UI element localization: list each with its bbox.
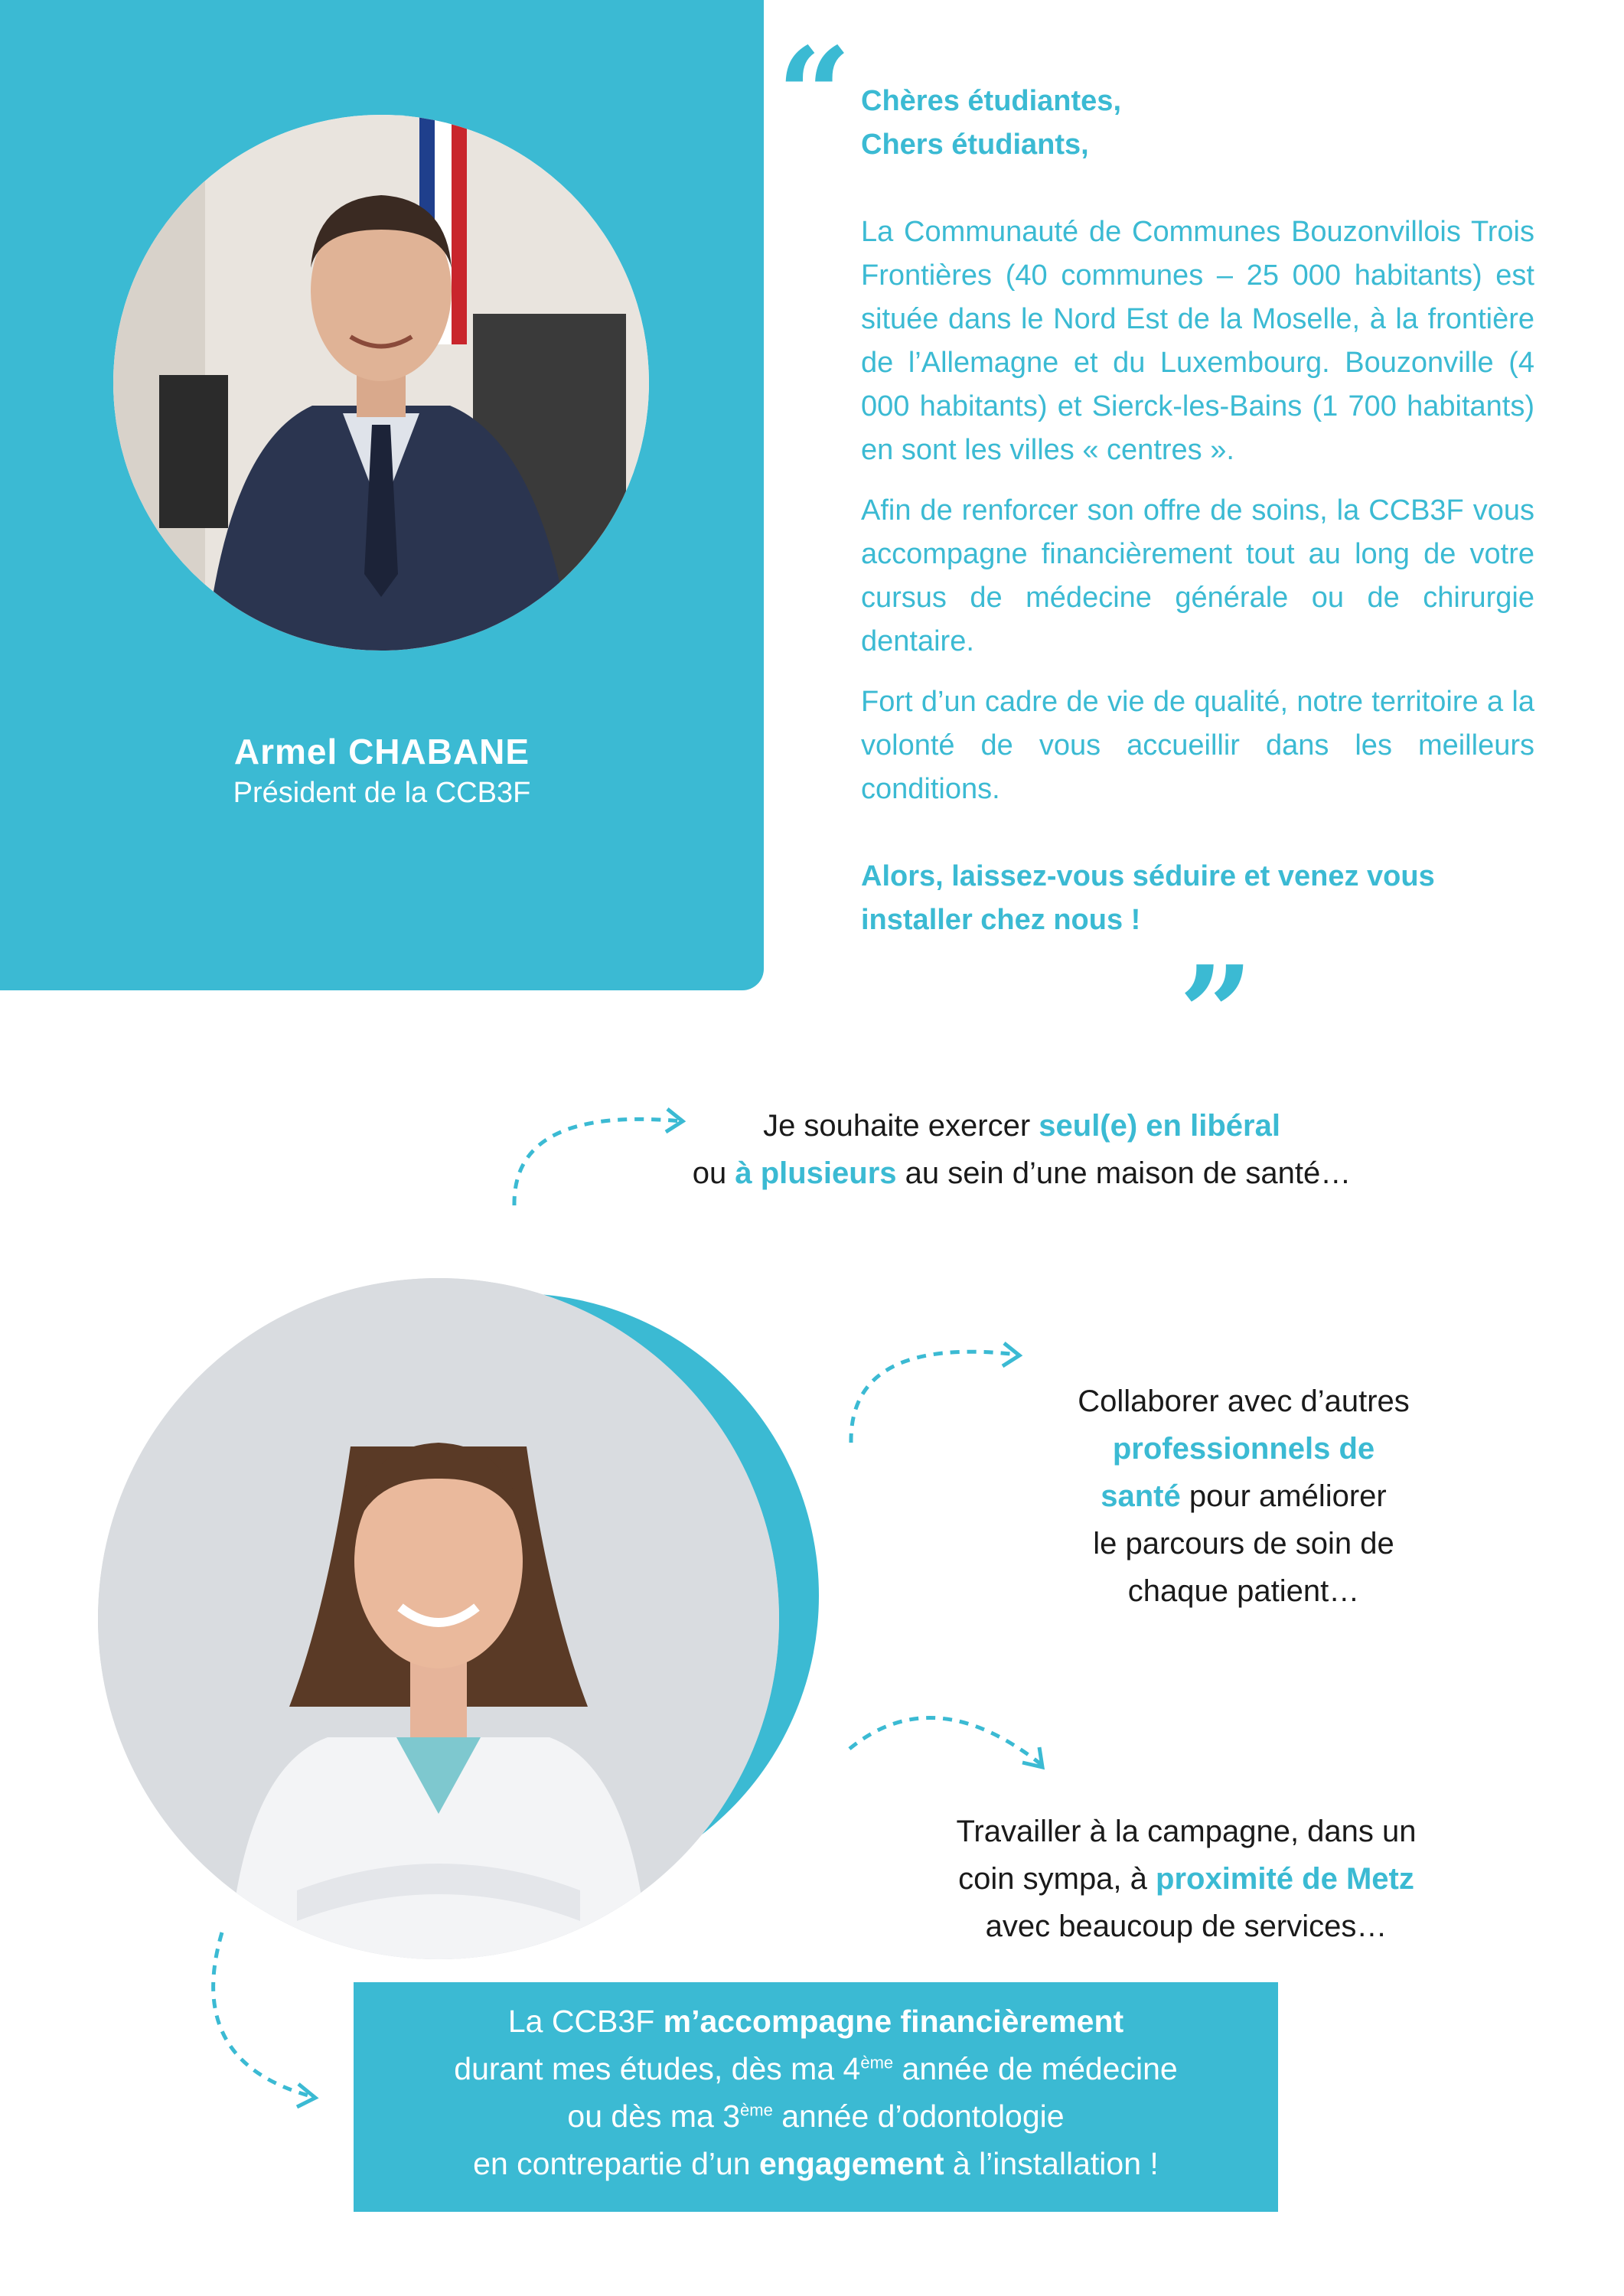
letter-paragraph-2: Afin de renforcer son offre de soins, la CCB3F vous accompagne financièrement tout au long de votre cursus de médecine générale ou de chirurgie dentaire. <box>861 494 1534 657</box>
president-photo <box>113 115 649 651</box>
welcome-letter <box>861 80 1534 942</box>
callout-2-line-5: chaque patient… <box>1127 1574 1360 1608</box>
dashed-arrow-icon <box>842 1688 1056 1795</box>
greeting-line-1: Chères étudiantes, <box>861 85 1121 117</box>
banner-text: durant mes études, dès ma 4 <box>454 2051 861 2086</box>
callout-1-highlight-2: à plusieurs <box>735 1156 897 1190</box>
letter-paragraph-1: La Communauté de Communes Bouzonvillois Trois Frontières (40 communes – 25 000 habitants) est située dans le Nord Est de la Moselle, à la frontière de l’Allemagne et du Luxembourg. Bouzonville (4 000 habitants) et Sierck-les-Bains (1 700 habitants) en sont les villes « centres ». <box>861 216 1534 466</box>
financial-support-banner <box>354 1982 1278 2212</box>
callout-1-text-3: au sein d’une maison de santé… <box>896 1156 1352 1190</box>
callout-countryside <box>880 1808 1492 1950</box>
banner-text: à l’installation ! <box>944 2146 1159 2181</box>
callout-3-highlight: proximité de Metz <box>1156 1862 1414 1896</box>
greeting-line-2: Chers étudiants, <box>861 129 1089 161</box>
banner-text: ou dès ma 3 <box>567 2099 741 2134</box>
callout-practice-mode <box>628 1102 1416 1197</box>
callout-3-line-1: Travailler à la campagne, dans un <box>956 1815 1417 1848</box>
banner-text: La CCB3F <box>507 2004 664 2039</box>
quote-open-icon: “ <box>777 19 852 172</box>
president-name: Armel CHABANE <box>233 732 530 771</box>
callout-3-line-2: coin sympa, à <box>958 1862 1156 1896</box>
banner-text: en contrepartie d’un <box>473 2146 759 2181</box>
callout-3-line-3: avec beaucoup de services… <box>985 1910 1388 1943</box>
president-panel <box>0 0 764 990</box>
quote-close-icon: ” <box>1179 938 1254 1091</box>
student-portrait <box>98 1278 779 1959</box>
callout-collaboration <box>1003 1378 1485 1615</box>
callout-2-line-3: pour améliorer <box>1180 1479 1387 1513</box>
banner-bold: engagement <box>758 2146 944 2181</box>
letter-paragraph-3: Fort d’un cadre de vie de qualité, notre territoire a la volonté de vous accueillir dans les meilleurs conditions. <box>861 686 1534 805</box>
callout-2-line-4: le parcours de soin de <box>1093 1527 1394 1561</box>
callout-1-text: Je souhaite exercer <box>763 1109 1039 1143</box>
callout-2-highlight-2: santé <box>1101 1479 1181 1513</box>
banner-superscript: ème <box>740 2100 773 2120</box>
callout-2-line-1: Collaborer avec d’autres <box>1078 1384 1410 1418</box>
callout-1-text-2: ou <box>692 1156 735 1190</box>
callout-2-highlight-1: professionnels de <box>1112 1432 1375 1466</box>
callout-1-highlight: seul(e) en libéral <box>1039 1109 1280 1143</box>
banner-bold: m’accompagne financièrement <box>663 2004 1124 2039</box>
banner-text: année de médecine <box>893 2051 1178 2086</box>
president-portrait <box>113 115 649 651</box>
banner-superscript: ème <box>860 2053 894 2073</box>
dashed-arrow-icon <box>191 1925 329 2108</box>
banner-text: année d’odontologie <box>772 2099 1065 2134</box>
president-role: Président de la CCB3F <box>233 777 531 809</box>
student-photo <box>98 1278 779 1959</box>
letter-closing: Alors, laissez-vous séduire et venez vous installer chez nous ! <box>861 860 1435 936</box>
